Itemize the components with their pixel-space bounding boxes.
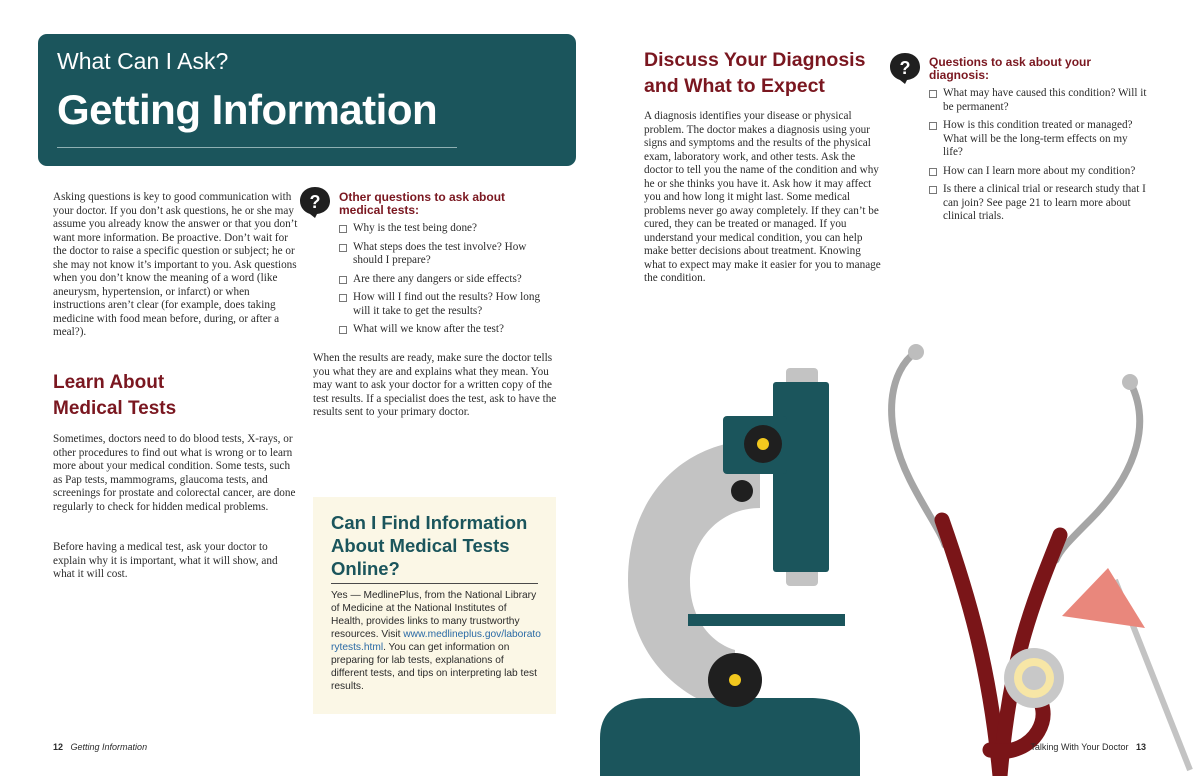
reflex-hammer-illustration — [1062, 568, 1190, 770]
diagnosis-heading — [644, 47, 884, 99]
svg-text:?: ? — [899, 58, 911, 78]
sidebar-title: Can I Find Information About Medical Tests Online? — [331, 512, 528, 579]
list-item: What will we know after the test? — [339, 323, 554, 337]
intro-paragraph: Asking questions is key to good communication with your doctor. If you don’t ask questions, he or she may assume you already know the answer or that you don’t want more information. Be proactive. Don’t wait for the doctor to raise a specific question or subject; he or she may not know it’s important to you. Ask questions when you don’t know the meaning of a word (like aneurysm, hypertension, or infarct) or when instructions aren’t clear (for example, does taking medicine with food mean before, during, or after a meal?). — [53, 191, 298, 338]
footer-right — [1030, 742, 1146, 752]
stethoscope-illustration — [892, 344, 1140, 776]
diagnosis-paragraph: A diagnosis identifies your disease or physical problem. The doctor makes a diagnosis using your signs and symptoms and the results of the physical exam, laboratory work, and other tests. Ask the doctor to tell you the name of the condition and why he or she thinks you have it. Ask how it may affect you and how long it might last. Some medical problems never go away completely. If they can’t be cured, they can be treated or managed. If you understand your medical condition, you can help make better decisions about treatment. Knowing what to expect may make it easier for you to manage the condition. — [644, 110, 881, 284]
list-item: Is there a clinical trial or research study that I can join? See page 21 to learn more about clinical trials. — [929, 183, 1149, 224]
checkbox-bullet-icon — [339, 326, 347, 334]
checkbox-bullet-icon — [339, 294, 347, 302]
list-item: Why is the test being done? — [339, 222, 554, 236]
footer-right-title: Talking With Your Doctor — [1030, 742, 1129, 752]
checkbox-bullet-icon — [929, 122, 937, 130]
list-item: Are there any dangers or side effects? — [339, 273, 554, 287]
tests-paragraph-2: Before having a medical test, ask your doctor to explain why it is important, what it will show, and what it will cost. — [53, 541, 278, 580]
learn-tests-heading — [53, 370, 293, 422]
checkbox-bullet-icon — [929, 90, 937, 98]
medlineplus-link[interactable]: www.medlineplus.gov/laboratorytests.html — [331, 629, 541, 653]
tests-questions-heading: Other questions to ask about medical tests: — [339, 190, 506, 217]
tests-questions-list — [339, 222, 554, 342]
diagnosis-heading-line2: and What to Expect — [644, 75, 825, 97]
page-number-left: 12 — [53, 742, 64, 752]
diagnosis-questions-heading: Questions to ask about your diagnosis: — [929, 55, 1092, 82]
sidebar-rule — [331, 583, 538, 584]
sidebar-body: Yes — MedlinePlus, from the National Library of Medicine at the National Institutes of Health, provides links to many trustworthy resources. Visit www.medlineplus.gov/laboratorytests.html. You can get information on preparing for lab tests, explanations of different tests, and tips on interpreting lab test results. — [331, 590, 541, 692]
page-number-right: 13 — [1135, 742, 1146, 752]
checkbox-bullet-icon — [929, 186, 937, 194]
list-item: How can I learn more about my condition? — [929, 165, 1149, 179]
checkbox-bullet-icon — [929, 168, 937, 176]
footer-left — [53, 742, 147, 752]
question-bubble-icon — [889, 52, 921, 84]
medical-illustration — [590, 330, 1200, 776]
diagnosis-heading-line1: Discuss Your Diagnosis — [644, 49, 866, 71]
list-item: How will I find out the results? How long will it take to get the results? — [339, 291, 554, 318]
learn-tests-heading-line2: Medical Tests — [53, 398, 177, 419]
checkbox-bullet-icon — [339, 225, 347, 233]
footer-left-title: Getting Information — [70, 742, 148, 752]
microscope-illustration — [600, 368, 860, 776]
diagnosis-questions-list — [929, 87, 1149, 229]
learn-tests-heading-line1: Learn About — [53, 372, 165, 393]
banner-rule — [57, 147, 457, 148]
checkbox-bullet-icon — [339, 276, 347, 284]
list-item: What steps does the test involve? How should I prepare? — [339, 241, 554, 268]
chapter-banner — [38, 34, 576, 166]
checkbox-bullet-icon — [339, 244, 347, 252]
results-paragraph: When the results are ready, make sure the doctor tells you what they are and explains what they mean. You may want to ask your doctor for a written copy of the test results. If a specialist does the test, ask to have the results sent to your primary doctor. — [313, 352, 557, 418]
list-item: What may have caused this condition? Will it be permanent? — [929, 87, 1149, 114]
list-item: How is this condition treated or managed? What will be the long-term effects on my life? — [929, 119, 1149, 160]
tests-paragraph-1: Sometimes, doctors need to do blood tests, X-rays, or other procedures to find out what is wrong or to learn more about your medical condition. Some tests, such as Pap tests, mammograms, glaucoma tests, and screenings for prostate and colorectal cancer, are done regularly to check for hidden medical problems. — [53, 433, 296, 513]
online-info-sidebar — [313, 497, 556, 714]
banner-kicker: What Can I Ask? — [57, 48, 229, 74]
banner-title: Getting Information — [57, 86, 438, 133]
question-bubble-icon — [299, 186, 331, 218]
svg-text:?: ? — [309, 192, 321, 212]
